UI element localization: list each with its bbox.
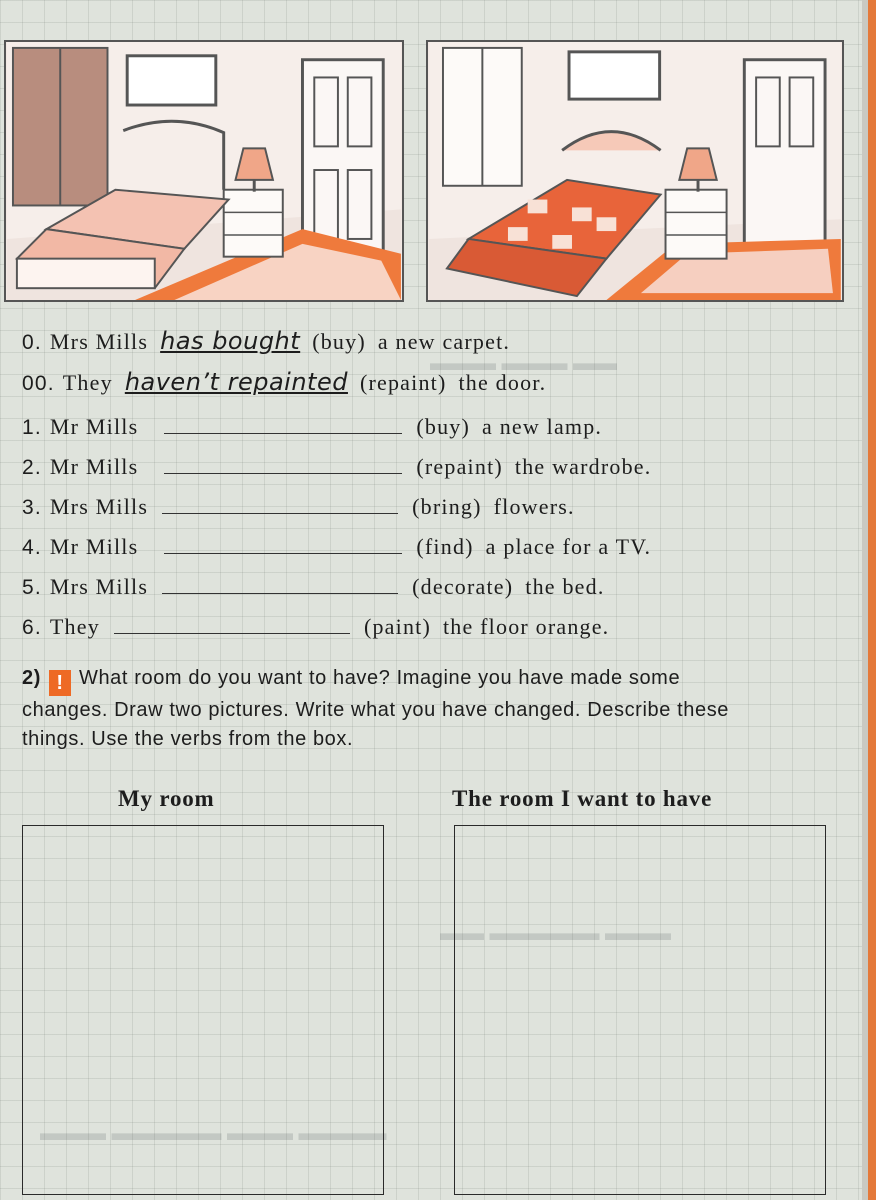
- answer-blank-6[interactable]: [114, 616, 350, 634]
- sentence-rest: the wardrobe.: [514, 454, 652, 479]
- item-number: 5.: [22, 576, 42, 599]
- item-number: 2.: [22, 456, 42, 479]
- verb-hint: (repaint): [416, 454, 503, 479]
- verb-hint: (paint): [363, 614, 431, 639]
- item-number: 1.: [22, 416, 42, 439]
- sentence-subject: Mr Mills: [49, 534, 139, 559]
- room-before-drawing: [6, 42, 402, 300]
- item-number: 00.: [22, 372, 55, 395]
- example-sentence-0: [22, 327, 510, 355]
- sentence-rest: the floor orange.: [442, 614, 610, 639]
- item-number: 4.: [22, 536, 42, 559]
- exercise-sentence-5: [22, 574, 605, 600]
- sentence-rest: a new lamp.: [482, 414, 603, 439]
- room-i-want-drawing-box[interactable]: [454, 825, 826, 1195]
- sentence-rest: a new carpet.: [377, 329, 511, 354]
- verb-hint: (buy): [312, 329, 366, 354]
- sentence-subject: Mrs Mills: [49, 329, 149, 354]
- illustration-room-after: [426, 40, 844, 302]
- answer-blank-5[interactable]: [162, 576, 398, 594]
- example-answer: has bought: [160, 327, 301, 355]
- example-answer: haven’t repainted: [124, 368, 348, 396]
- answer-blank-3[interactable]: [162, 496, 398, 514]
- item-number: 3.: [22, 496, 42, 519]
- answer-blank-1[interactable]: [164, 416, 402, 434]
- exercise-sentence-4: [22, 534, 651, 560]
- sentence-subject: Mr Mills: [49, 454, 139, 479]
- my-room-drawing-box[interactable]: [22, 825, 384, 1195]
- exercise-sentence-2: [22, 454, 651, 480]
- example-sentence-00: [22, 368, 546, 396]
- verb-hint: (buy): [416, 414, 471, 439]
- exercise-sentence-1: [22, 414, 602, 440]
- room-after-drawing: [428, 42, 842, 300]
- sentence-subject: They: [62, 370, 113, 395]
- warning-icon: !: [49, 670, 71, 696]
- instruction-text: What room do you want to have? Imagine you have made some changes. Draw two pictures. Write what you have changed. Describe these things. Use the verbs from the box.: [22, 667, 730, 750]
- illustration-room-before: [4, 40, 404, 302]
- answer-blank-4[interactable]: [164, 536, 402, 554]
- exercise-2-instruction: [22, 664, 762, 754]
- sentence-subject: Mrs Mills: [49, 574, 149, 599]
- answer-blank-2[interactable]: [164, 456, 402, 474]
- my-room-title: My room: [118, 786, 215, 811]
- page-edge: [862, 0, 876, 1200]
- verb-hint: (find): [416, 534, 474, 559]
- show-through-text: ▬▬▬▬ ▬▬▬ ▬▬▬▬▬ ▬▬▬: [40, 1120, 387, 1145]
- sentence-rest: the bed.: [525, 574, 605, 599]
- sentence-rest: a place for a TV.: [485, 534, 652, 559]
- sentence-subject: Mr Mills: [49, 414, 139, 439]
- item-number: 6.: [22, 616, 42, 639]
- show-through-text: ▬▬▬ ▬▬▬▬▬ ▬▬: [440, 920, 671, 945]
- exercise-sentence-3: [22, 494, 575, 520]
- exercise-sentence-6: [22, 614, 609, 640]
- verb-hint: (bring): [412, 494, 482, 519]
- verb-hint: (decorate): [412, 574, 514, 599]
- room-i-want-title: The room I want to have: [452, 786, 713, 811]
- item-number: 0.: [22, 331, 42, 354]
- verb-hint: (repaint): [359, 370, 447, 395]
- sentence-rest: flowers.: [493, 494, 575, 519]
- sentence-subject: They: [49, 614, 100, 639]
- task-number: 2): [22, 667, 41, 689]
- show-through-text: ▬▬ ▬▬▬ ▬▬▬: [430, 350, 617, 375]
- sentence-rest: the door.: [458, 370, 547, 395]
- sentence-subject: Mrs Mills: [49, 494, 149, 519]
